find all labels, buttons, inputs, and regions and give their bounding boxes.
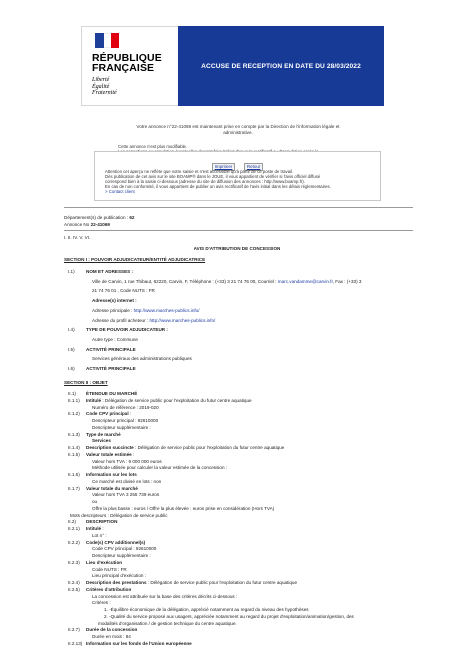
field-value: Critères : — [92, 600, 111, 606]
section-text — [92, 425, 151, 431]
field-value: Ville de Carvin, 1 rue Thibaut, 62220, Carvin, F, Téléphone : (+33) 3 21 74 76 00, Courriel : — [92, 278, 278, 284]
field-label: Services — [92, 438, 111, 444]
section-text — [92, 465, 227, 471]
field-value: Descripteur supplémentaire : — [92, 553, 151, 558]
field-value: : Délégation de service public pour l'exploitation du futur centre aquatique — [133, 445, 285, 450]
section-heading — [86, 452, 134, 458]
section-heading — [86, 411, 131, 417]
field-label: Information sur les lots — [86, 472, 137, 477]
field-label: DESCRIPTION — [86, 519, 118, 525]
section-text — [92, 553, 151, 559]
field-value: Valeur hors TVA : 9 000 000 euros — [92, 458, 162, 464]
field-value: Descripteur supplémentaire : — [92, 424, 151, 430]
web-link[interactable]: marc.vandamme@carvin.fr — [277, 278, 333, 284]
annonce-label: Annonce No — [64, 222, 91, 227]
divider — [64, 207, 413, 208]
section-heading — [86, 627, 137, 633]
section-number: II.1) — [68, 391, 76, 396]
field-label: Code CPV principal — [86, 411, 129, 417]
section-text — [92, 567, 127, 573]
section-text — [92, 318, 215, 324]
section-heading — [86, 560, 122, 566]
field-value: Code CPV principal : 92610000 — [92, 546, 157, 552]
section-number: II.2.3) — [68, 559, 80, 565]
field-value: Mots descripteurs : Délégation de service public — [70, 512, 168, 518]
field-label: NOM ET ADRESSES : — [86, 269, 134, 274]
field-value: : — [101, 526, 104, 531]
field-label: Durée de la concession — [86, 627, 138, 633]
section-2-title: SECTION II : OBJET — [64, 380, 108, 385]
field-value: Autre type : Commune — [92, 336, 138, 342]
section-text — [92, 356, 192, 362]
confirmation-line: administrative. — [223, 129, 253, 135]
section-text — [92, 405, 159, 411]
section-heading — [86, 269, 133, 275]
section-text — [92, 479, 161, 485]
section-text — [92, 499, 97, 505]
section-text — [92, 594, 237, 600]
section-text — [92, 634, 131, 640]
section-heading — [86, 366, 136, 372]
section-text — [98, 621, 237, 627]
section-text — [92, 600, 111, 606]
annonce-value: 22-41069 — [90, 222, 110, 227]
field-label: Type de marché — [86, 431, 121, 437]
section-number: II.1.2) — [68, 411, 80, 417]
print-button[interactable]: Imprimer — [212, 163, 236, 171]
section-text — [92, 288, 155, 294]
section-heading — [86, 526, 104, 532]
field-value: Code NUTS : FR — [92, 566, 127, 572]
field-label: ACTIVITÉ PRINCIPALE — [86, 366, 136, 371]
preview-notice-box — [94, 151, 381, 201]
section-text — [104, 614, 354, 620]
web-link[interactable]: http://www.marches-publics.info/ — [133, 307, 200, 313]
section-number: I.5) — [68, 346, 75, 352]
marianne-icon — [95, 33, 119, 48]
section-heading — [86, 472, 137, 478]
field-value: Durée en mois : 84 — [92, 634, 131, 639]
field-label: Description succincte — [86, 445, 134, 450]
section-text — [92, 506, 274, 512]
field-value: Adresse principale : — [92, 307, 134, 313]
section-1-title: SECTION I : POUVOIR ADJUDICATEUR/ENTITÉ ADJUDICATRICE — [64, 257, 206, 262]
field-label: TYPE DE POUVOIR ADJUDICATEUR : — [86, 327, 168, 333]
field-value: 2. -Qualité du service proposé aux usagers, appréciée notamment au regard du projet d'exploitation/animation/gestion, des — [104, 613, 354, 619]
field-value: : — [131, 451, 135, 457]
section-heading — [86, 587, 131, 593]
field-value: 21 74 76 01 , Code NUTS : FR — [92, 288, 155, 294]
field-label: Intitulé — [86, 526, 102, 531]
field-label: ACTIVITÉ PRINCIPALE — [86, 346, 136, 352]
section-number: II.1.5) — [68, 451, 80, 457]
sections-index: I. II. IV. V. VI. — [64, 235, 91, 240]
field-label: Description des prestations — [86, 580, 147, 585]
field-value: Numéro de référence : 2019-020 — [92, 404, 159, 410]
field-value: Offre la plus basse : euros / Offre la plus élevée : euros prise en considération (Hors TVA) — [92, 505, 275, 511]
status-line: Cette annonce n'est plus modifiable. — [118, 144, 188, 149]
preview-warning — [105, 169, 375, 194]
field-label: Lieu d'exécution — [86, 559, 123, 565]
section-number: II.2.4) — [68, 580, 80, 585]
divider — [64, 230, 413, 231]
section-text — [92, 337, 138, 343]
field-label: Code(s) CPV additionnel(s) — [86, 539, 146, 545]
warning-line: Dès publication de cet avis sur le site BOAMP® dans le JOUE, il vous appartient de vérifier si l'avis officiel diffusé — [105, 174, 321, 179]
field-value: Services généraux des administrations publiques — [92, 356, 192, 362]
field-label: Valeur totale estimée — [86, 451, 132, 457]
section-text — [92, 533, 107, 539]
banner-title: ACCUSE DE RECEPTION EN DATE DU 28/03/2022 — [201, 62, 361, 70]
section-heading — [86, 580, 297, 586]
warning-line: En cas de non conformité, il vous appartient de publier un avis rectificatif de l'avis initial dans les délais réglementaires. — [105, 184, 331, 189]
section-number: II.2.5) — [68, 586, 80, 592]
section-heading — [86, 540, 145, 546]
section-text — [92, 298, 137, 304]
contact-client-link[interactable]: > Contact client — [105, 189, 135, 194]
section-number: I.1) — [68, 269, 75, 274]
motto: Liberté Égalité Fraternité — [92, 77, 117, 96]
section-number: II.1.4) — [68, 445, 80, 450]
section-heading — [86, 347, 136, 353]
warning-line: correspond bien à la saisie ci-dessous (adresse du site de diffusion des annonces : http://www.boamp.fr). — [105, 179, 305, 184]
section-text — [92, 308, 200, 314]
section-number: I.4) — [68, 327, 75, 333]
departement-value: 62 — [129, 215, 135, 220]
field-value: : — [128, 411, 132, 417]
section-heading — [86, 486, 138, 492]
confirmation-line: Votre annonce n°22-41069 est maintenant prise en compte par la Direction de l'information légale et — [136, 124, 340, 129]
section-text — [92, 459, 162, 465]
field-label: Adresse(s) internet : — [92, 298, 137, 304]
section-heading — [86, 391, 137, 397]
marianne-logo — [81, 26, 178, 106]
section-text — [92, 492, 159, 498]
section-heading — [86, 641, 192, 647]
banner-title-block — [178, 26, 384, 106]
section-number: II.1.6) — [68, 472, 80, 477]
section-heading — [86, 398, 252, 404]
section-number: II.2.7) — [68, 627, 80, 633]
field-value: Adresse du profil acheteur : — [92, 317, 150, 323]
section-text — [92, 418, 158, 424]
section-heading — [86, 445, 284, 451]
field-value: 1. -Équilibre économique de la délégation, apprécié notamment au regard du niveau des hypothèses — [104, 607, 309, 612]
field-value: , Fax : (+33) 3 — [332, 278, 362, 284]
section-heading — [86, 327, 168, 333]
section-heading — [86, 519, 117, 525]
field-value: Lot n° : — [92, 532, 107, 538]
section-heading — [86, 432, 121, 438]
section-number: II.2.2) — [68, 539, 80, 545]
field-value: Lieu principal d'exécution : — [92, 573, 146, 579]
section-text — [92, 438, 111, 444]
field-label: Valeur totale du marché — [86, 485, 138, 491]
republique-title: RÉPUBLIQUE FRANÇAISE — [92, 52, 162, 74]
annonce-line — [64, 222, 110, 228]
field-label: ÉTENDUE DU MARCHÉ — [86, 391, 138, 396]
section-text — [92, 279, 361, 285]
field-value: Descripteur principal : 92610000 — [92, 418, 159, 423]
field-value: Valeur hors TVA 3 255 739 euros — [92, 492, 160, 498]
section-number: II.2.13) — [68, 640, 83, 646]
departement-label: Département(s) de publication : — [64, 215, 130, 220]
section-text — [92, 573, 146, 579]
confirmation-message — [100, 124, 376, 135]
field-value: Méthode utilisée pour calculer la valeur estimée de la concession : — [92, 465, 228, 471]
web-link[interactable]: http://www.marches-publics.info/ — [149, 317, 216, 323]
field-value: ou — [92, 499, 98, 504]
field-label: Critères d'attribution — [86, 586, 132, 592]
section-text — [104, 607, 309, 613]
field-value: : Délégation de service public pour l'exploitation du futur centre aquatique — [101, 397, 252, 403]
field-label: Information sur les fonds de l'Union européenne — [86, 640, 192, 646]
field-value: Ce marché est divisé en lots : non — [92, 478, 162, 484]
warning-line: Attention cet aperçu ne reflète que votre saisie et n'est accessible qu'à partir de ce poste de travail. — [105, 169, 294, 174]
section-number: II.1.1) — [68, 397, 80, 403]
section-text — [92, 546, 156, 552]
back-button[interactable]: Retour — [244, 163, 264, 171]
departement-line — [64, 215, 135, 221]
field-value: : Délégation de service public pour l'exploitation du futur centre aquatique — [146, 580, 298, 585]
section-number: II.2) — [68, 519, 76, 525]
field-value: La concession est attribuée sur la base des critères décrits ci-dessous : — [92, 593, 238, 599]
avis-title: AVIS D'ATTRIBUTION DE CONCESSION — [193, 246, 281, 251]
field-label: Intitulé — [86, 397, 102, 403]
header-banner — [81, 26, 384, 106]
section-number: II.1.7) — [68, 485, 80, 491]
section-number: I.6) — [68, 366, 75, 371]
field-value: modalités d'organisation / de gestion technique du centre aquatique. — [98, 620, 237, 626]
section-number: II.1.3) — [68, 431, 80, 437]
section-text — [70, 513, 168, 519]
section-number: II.2.1) — [68, 526, 80, 531]
